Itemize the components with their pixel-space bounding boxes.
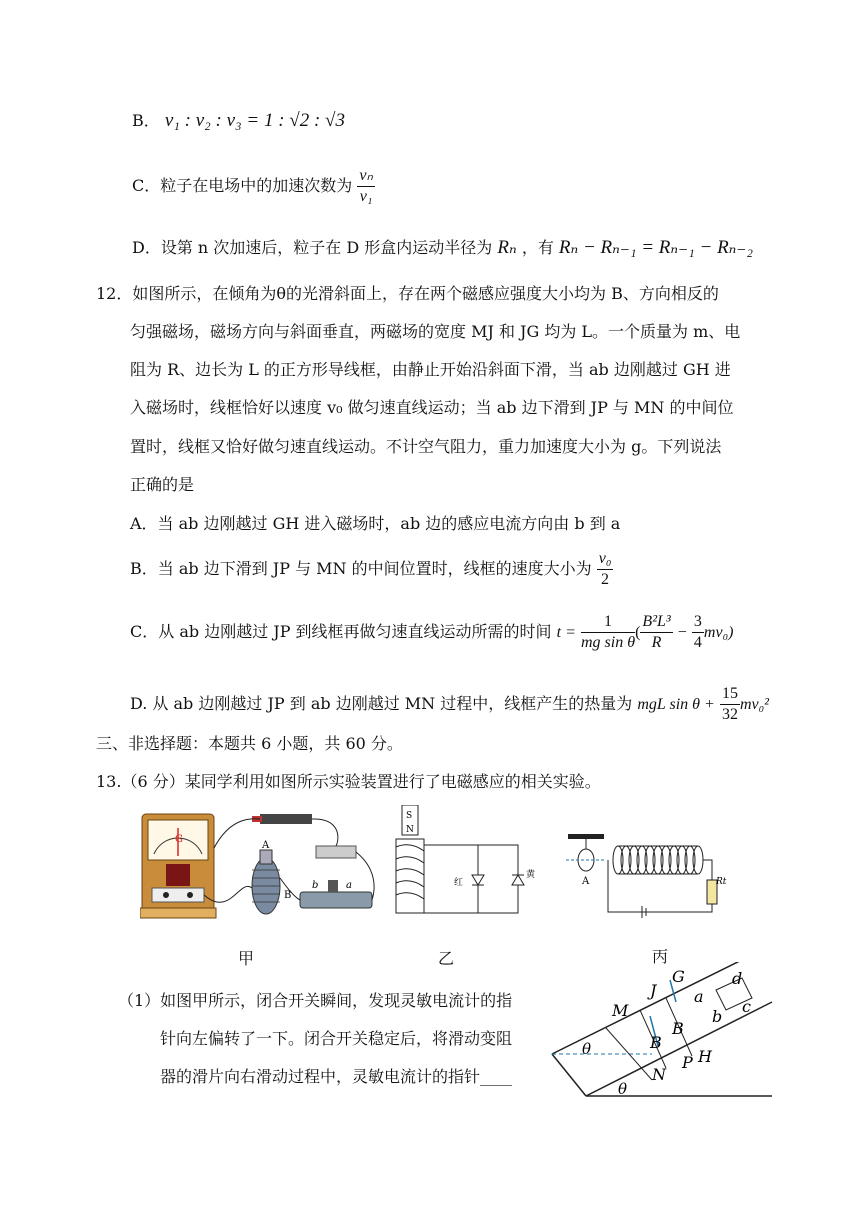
incline-label-b1: B	[672, 1019, 684, 1038]
fraction-1	[581, 612, 635, 653]
incline-label-j: J	[650, 981, 657, 1000]
caption-jia: 甲	[238, 949, 255, 968]
incline-label-d: d	[732, 969, 743, 988]
denominator: 2	[601, 571, 610, 588]
q12-option-c	[130, 610, 733, 655]
q12-line-1: 12．如图所示，在倾角为θ的光滑斜面上，存在两个磁感应强度大小均为 B、方向相反的	[96, 284, 719, 303]
denominator: 4	[693, 634, 702, 651]
numerator: 3	[692, 612, 704, 633]
rheo-a-label: a	[346, 880, 352, 891]
red-label: 红	[454, 878, 464, 888]
bing-a-label: A	[582, 876, 590, 887]
q12-line-3: 阻为 R、边长为 L 的正方形导线框，由静止开始沿斜面下滑，当 ab 边刚越过 GH 进	[130, 360, 731, 379]
paren-open: (	[635, 624, 641, 641]
incline-label-b2: B	[650, 1033, 662, 1052]
numerator: 1	[581, 612, 635, 633]
rt-label: Rt	[716, 877, 727, 887]
numerator: B²L³	[640, 612, 672, 633]
incline-label-c: c	[742, 997, 751, 1016]
option-label: B．	[132, 111, 160, 130]
c-tail: mv₀)	[703, 624, 734, 641]
q12-option-a: A．当 ab 边刚越过 GH 进入磁场时，ab 边的感应电流方向由 b 到 a	[130, 514, 621, 533]
prev-option-b	[132, 110, 345, 132]
incline-label-p: P	[682, 1053, 693, 1072]
denominator: 32	[721, 706, 738, 723]
q12-option-b	[130, 547, 613, 591]
incline-label-a: a	[694, 987, 704, 1006]
coil-b-label: B	[284, 890, 292, 901]
option-text: D．设第 n 次加速后，粒子在 D 形盒内运动半径为	[132, 238, 493, 257]
d-pre: mgL sin θ +	[637, 696, 715, 713]
coil-a-label: A	[262, 840, 270, 851]
q13-stem: 13.（6 分）某同学利用如图所示实验装置进行了电磁感应的相关实验。	[96, 772, 601, 791]
rn-symbol: Rₙ	[497, 237, 517, 258]
numerator: vₙ	[357, 166, 374, 187]
fraction-3	[692, 612, 704, 653]
ratio-formula: v₁ : v₂ : v₃ = 1 : √2 : √3	[164, 110, 345, 131]
option-text: D. 从 ab 边刚越过 JP 到 ab 边刚越过 MN 过程中，线框产生的热量为	[130, 694, 633, 713]
denominator: v₁	[359, 188, 373, 205]
incline-figure	[546, 962, 776, 1102]
magnet-n-label: N	[406, 825, 414, 835]
magnet-s-label: S	[406, 811, 413, 821]
q12-line-2: 匀强磁场，磁场方向与斜面垂直，两磁场的宽度 MJ 和 JG 均为 L。一个质量为 m、电	[130, 322, 741, 341]
q12-option-d	[130, 682, 769, 727]
minus-sign: −	[677, 624, 687, 641]
figure-bing	[566, 828, 746, 918]
denominator: mg sin θ	[581, 634, 636, 651]
fraction	[597, 549, 614, 590]
option-text: C．粒子在电场中的加速次数为	[132, 176, 353, 195]
denominator: R	[651, 634, 662, 651]
d-tail: mv₀²	[739, 696, 769, 713]
incline-theta-2: θ	[618, 1080, 628, 1098]
fraction	[357, 166, 374, 207]
caption-bing: 丙	[652, 947, 669, 966]
q13-sub1-line-3: 器的滑片向右滑动过程中，灵敏电流计的指针____	[160, 1067, 513, 1086]
option-text: B．当 ab 边下滑到 JP 与 MN 的中间位置时，线框的速度大小为	[130, 559, 592, 578]
figure-yi	[390, 805, 540, 921]
fraction	[720, 684, 740, 725]
numerator: v₀	[597, 549, 614, 570]
galv-label: G	[175, 834, 183, 845]
figure-jia	[140, 808, 380, 928]
section-heading: 三、非选择题：本题共 6 小题，共 60 分。	[96, 734, 403, 753]
q12-line-5: 置时，线框又恰好做匀速直线运动。不计空气阻力，重力加速度大小为 g。下列说法	[130, 437, 722, 456]
incline-label-g: G	[672, 967, 685, 986]
q13-sub1-line-2: 针向左偏转了一下。闭合开关稳定后，将滑动变阻	[160, 1029, 513, 1048]
yellow-label: 黄	[526, 870, 536, 880]
incline-label-b3: b	[712, 1007, 723, 1026]
option-text: C．从 ab 边刚越过 JP 到线框再做匀速直线运动所需的时间	[130, 622, 552, 641]
rheo-b-label: b	[312, 880, 319, 891]
incline-label-n: N	[652, 1065, 666, 1084]
t-symbol: t =	[556, 624, 576, 641]
incline-theta-1: θ	[582, 1040, 592, 1058]
option-mid: ，有	[521, 238, 554, 257]
incline-label-h: H	[698, 1047, 712, 1066]
prev-option-c	[132, 164, 375, 208]
incline-label-m: M	[612, 1001, 629, 1020]
q12-line-6: 正确的是	[130, 475, 195, 494]
prev-option-d	[132, 237, 753, 259]
caption-yi: 乙	[438, 949, 455, 968]
fraction-2	[640, 612, 672, 653]
q12-line-4: 入磁场时，线框恰好以速度 v₀ 做匀速直线运动；当 ab 边下滑到 JP 与 MN 的中间位	[130, 398, 734, 417]
q13-sub1-line-1: （1）如图甲所示，闭合开关瞬间，发现灵敏电流计的指	[118, 991, 513, 1010]
numerator: 15	[720, 684, 740, 705]
radius-formula: Rₙ − Rₙ₋₁ = Rₙ₋₁ − Rₙ₋₂	[558, 237, 754, 258]
